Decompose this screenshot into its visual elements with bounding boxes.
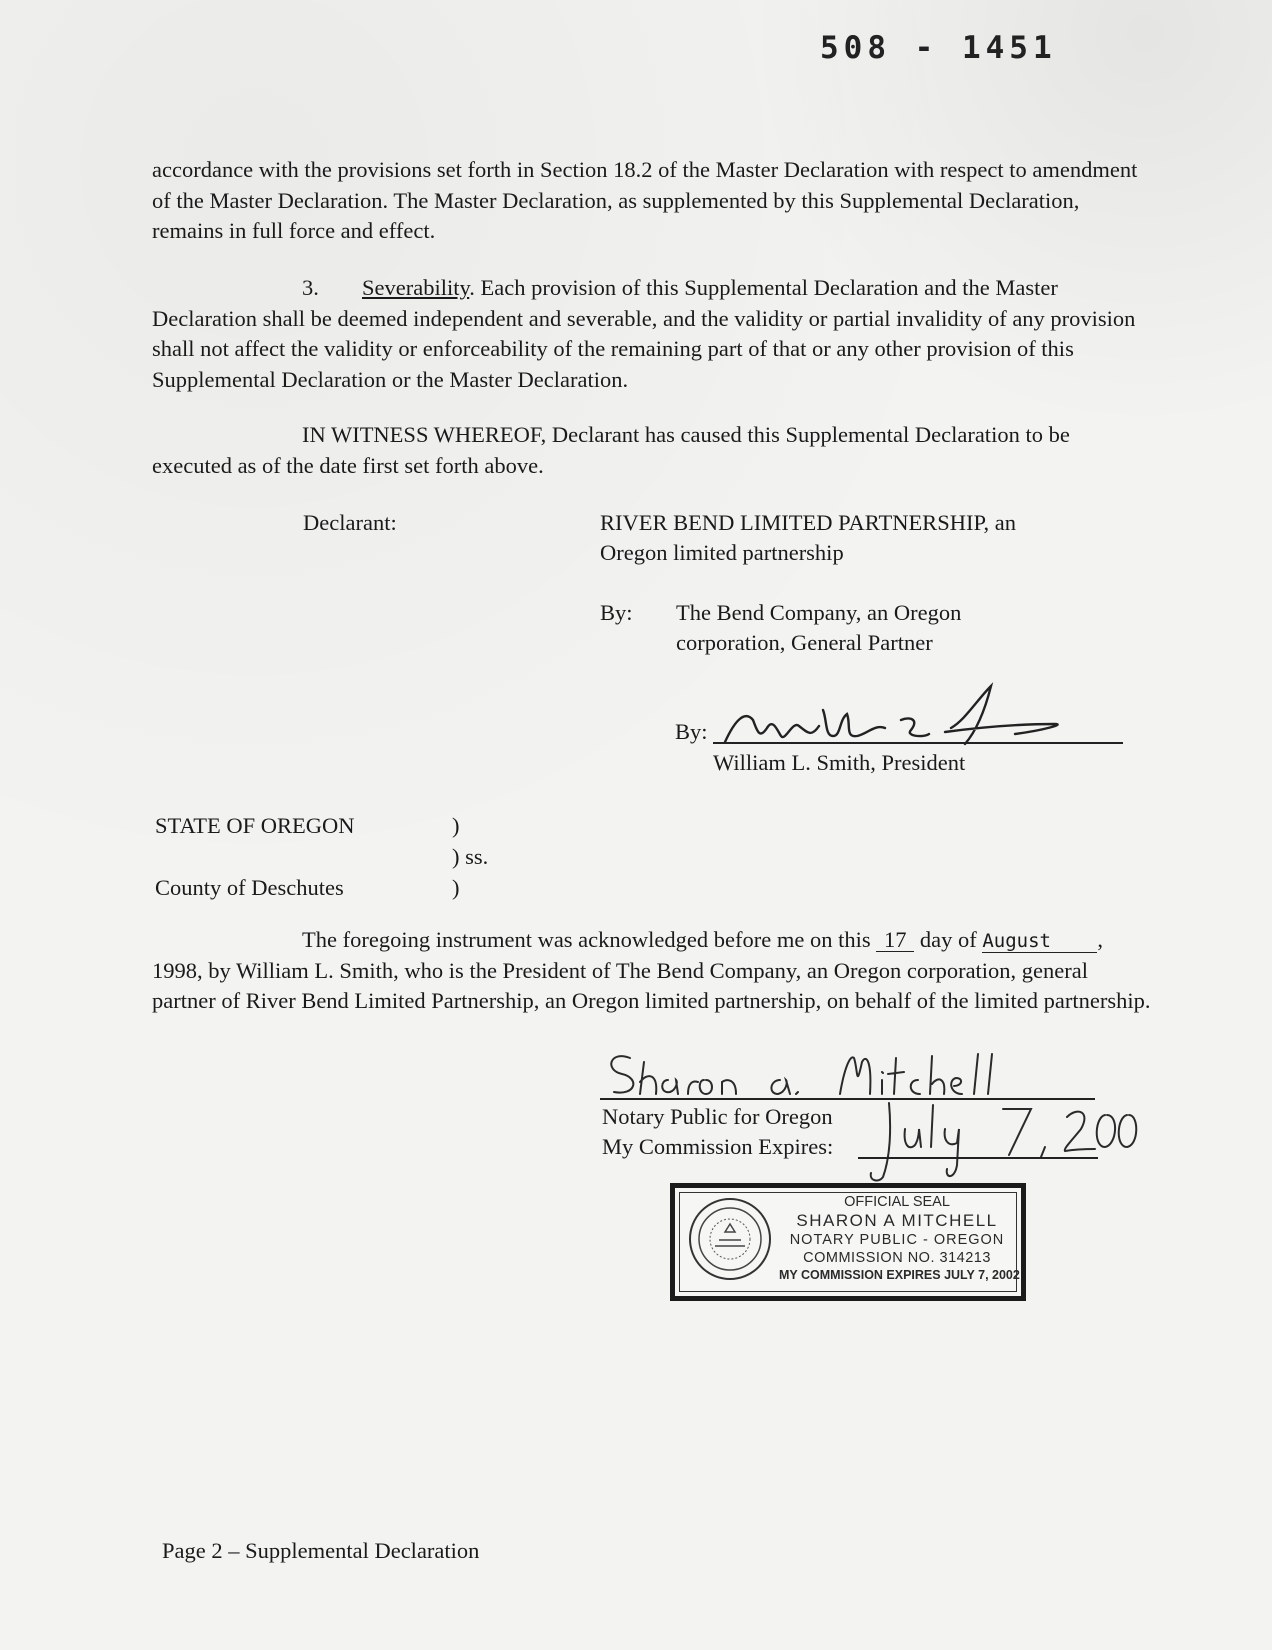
seal-line-3: NOTARY PUBLIC - OREGON	[789, 1232, 1005, 1248]
venue-paren-close: )	[452, 875, 460, 900]
commission-line	[858, 1157, 1098, 1159]
venue-state: STATE OF OREGON	[155, 813, 355, 838]
by-label: By:	[600, 600, 633, 625]
book-page-number: 508 - 1451	[820, 30, 1057, 66]
page-footer: Page 2 – Supplemental Declaration	[162, 1538, 480, 1563]
section-body: . Each provision of this Supplemental Declaration and the Master Declaration shall be deemed independent and severable, and the validity or partial invalidity of any provision shall not affect the validity or enforceability of the remaining part of that or any other provision of this Supplemental Declaration or the Master Declaration.	[152, 275, 1136, 392]
seal-line-5: MY COMMISSION EXPIRES JULY 7, 2002	[779, 1268, 1020, 1282]
section-number: 3.	[302, 275, 319, 300]
witness-text: IN WITNESS WHEREOF, Declarant has caused this Supplemental Declaration to be executed as of the date first set forth above.	[152, 422, 1070, 478]
ack-day-suffix: day of	[919, 927, 977, 952]
general-partner-line-2: corporation, General Partner	[676, 630, 933, 655]
venue-paren-open: )	[452, 813, 460, 838]
state-seal-icon	[687, 1196, 773, 1282]
venue-county: County of Deschutes	[155, 875, 344, 900]
notary-signature	[600, 1040, 1100, 1100]
ack-day-field: 17	[876, 929, 914, 952]
signer-name: William L. Smith, President	[713, 750, 966, 775]
seal-text	[779, 1194, 1020, 1284]
by-label-2: By:	[675, 719, 708, 744]
seal-line-4: COMMISSION NO. 314213	[803, 1250, 991, 1266]
paragraph-witness	[152, 420, 1152, 481]
section-heading: Severability	[362, 275, 470, 300]
ack-rest: , 1998, by William L. Smith, who is the President of The Bend Company, an Oregon corporation, general partner of River Bend Limited Partnership, an Oregon limited partnership, on behalf of the limited partnership.	[152, 927, 1151, 1013]
party-name: RIVER BEND LIMITED PARTNERSHIP, an	[600, 510, 1016, 535]
commission-expiry-handwritten	[855, 1095, 1145, 1185]
ack-lead: The foregoing instrument was acknowledged before me on this	[302, 927, 871, 952]
party-type: Oregon limited partnership	[600, 540, 844, 565]
seal-line-2: SHARON A MITCHELL	[796, 1211, 998, 1230]
official-seal-stamp	[670, 1183, 1026, 1301]
acknowledgment-paragraph	[152, 925, 1152, 1017]
venue-ss: ) ss.	[452, 844, 489, 869]
commission-label: My Commission Expires:	[602, 1134, 834, 1159]
seal-line-1: OFFICIAL SEAL	[844, 1194, 950, 1210]
paragraph-continuation: accordance with the provisions set forth in Section 18.2 of the Master Declaration with respect to amendment of the Master Declaration. The Master Declaration, as supplemented by this Supplemental Declaration, remains in full force and effect.	[152, 157, 1138, 243]
ack-month-field: August	[982, 930, 1097, 953]
notary-title: Notary Public for Oregon	[602, 1104, 833, 1129]
declarant-label: Declarant:	[303, 510, 397, 535]
paragraph-severability	[152, 273, 1152, 395]
signature-line-president	[713, 742, 1123, 744]
general-partner-line-1: The Bend Company, an Oregon	[676, 600, 962, 625]
